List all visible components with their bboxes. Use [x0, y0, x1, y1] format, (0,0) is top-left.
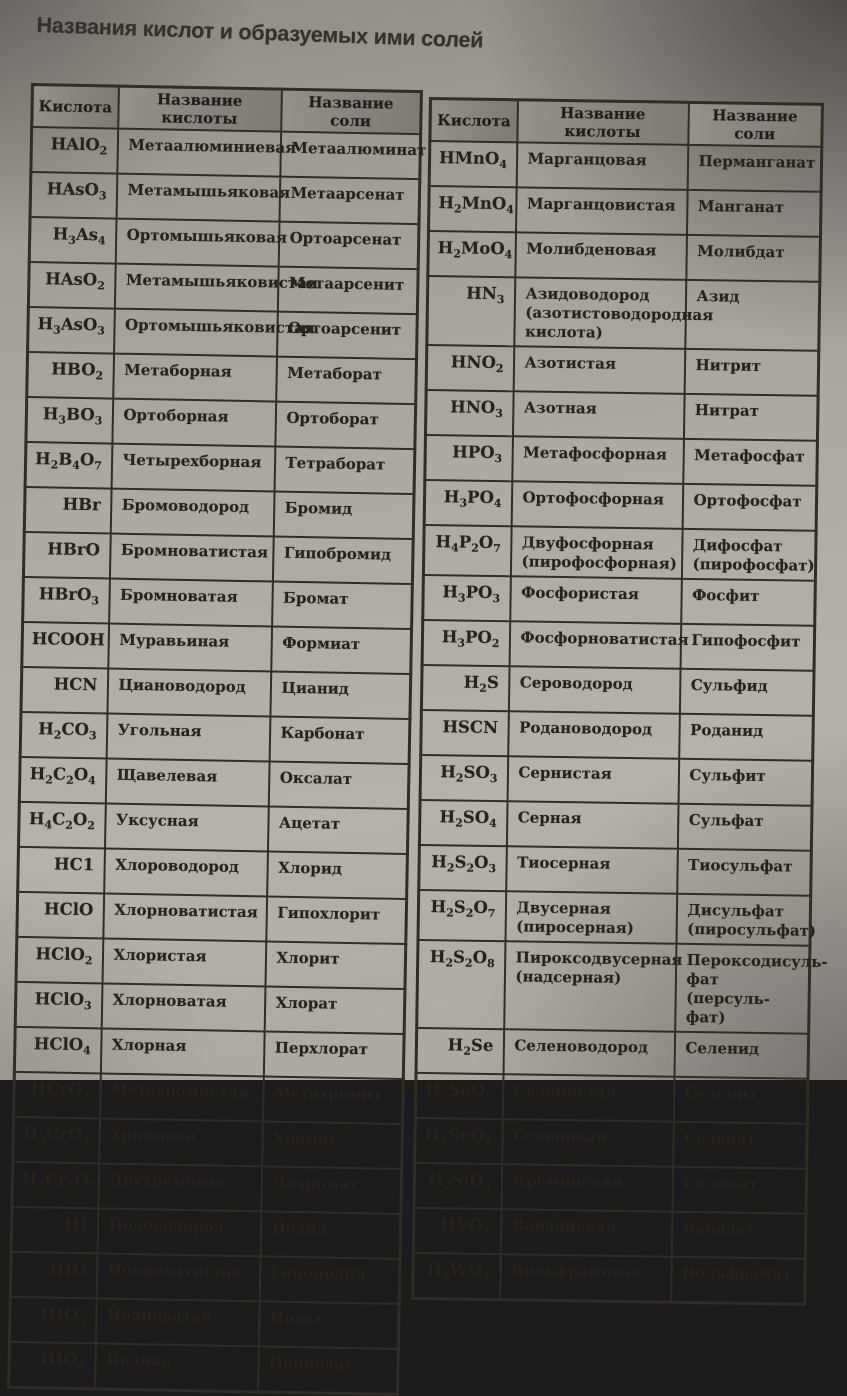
acid-formula-cell: $H_2MoO_4$	[428, 231, 516, 277]
acid-name-cell: Селеновая	[502, 1119, 674, 1167]
acid-name-cell: Пироксодвусерная (надсерная)	[504, 941, 676, 1032]
salt-name-cell: Селенид	[674, 1032, 809, 1079]
acid-formula-cell: $H_2Se$	[416, 1028, 504, 1074]
salt-name-cell: Карбонат	[269, 716, 410, 764]
table-row	[18, 847, 408, 899]
acid-formula-cell: HIO	[10, 1252, 97, 1299]
table-row	[21, 667, 411, 719]
salt-name-cell: Ортофосфат	[682, 484, 817, 531]
acid-name-cell: Метафосфорная	[512, 436, 684, 484]
acid-formula-cell: $H_4P_2O_7$	[423, 525, 511, 576]
acid-formula-cell: $H_2C_2O_4$	[19, 757, 106, 804]
acid-name-cell: Серная	[506, 801, 678, 849]
table-row	[425, 390, 818, 441]
acid-formula-cell: $H_3PO_2$	[422, 620, 510, 666]
acid-name-cell: Хлорноватистая	[103, 893, 267, 941]
column-header-acid-name: Название кислоты	[517, 100, 689, 145]
table-row	[13, 1117, 403, 1169]
table-row	[9, 1342, 399, 1395]
acid-name-cell: Двусерная (пиросерная)	[505, 891, 677, 944]
column-header-salt-name: Название соли	[688, 102, 823, 146]
table-row	[415, 1118, 808, 1169]
table-row	[25, 442, 415, 494]
table-row	[423, 575, 816, 626]
acid-name-cell: Селеноводород	[503, 1029, 675, 1077]
acid-name-cell: Бромноватистая	[109, 534, 273, 582]
salt-name-cell: Ортоарсенит	[277, 312, 418, 360]
table-row	[416, 1028, 809, 1079]
acid-formula-cell: $HBO_2$	[27, 352, 114, 399]
acid-formula-cell: HClO$_2$	[16, 937, 103, 984]
table-row	[415, 1073, 808, 1124]
acid-name-cell: Кремниевая	[501, 1164, 673, 1212]
acid-formula-cell: $H_2SeO_4$	[415, 1118, 503, 1164]
acid-formula-cell: $H_2SeO_3$	[415, 1073, 503, 1119]
salt-name-cell: Бромид	[273, 492, 414, 540]
acid-name-cell: Хромовая	[99, 1118, 263, 1166]
acid-formula-cell: $H_3AsO_3$	[28, 307, 115, 354]
salt-name-cell: Селенат	[673, 1122, 808, 1169]
table-row	[414, 1163, 807, 1214]
table-row	[18, 802, 408, 854]
acid-formula-cell: $H_2SO_4$	[419, 800, 507, 846]
salt-name-cell: Роданид	[679, 714, 814, 761]
salt-name-cell: Сульфид	[679, 669, 814, 716]
acid-name-cell: Ванадиевая	[500, 1209, 672, 1257]
acid-formula-cell: $H_2Cr_2O_7$	[12, 1162, 99, 1209]
acid-formula-cell: $H_2WO_4$	[413, 1253, 501, 1300]
acid-name-cell: Марганцовая	[516, 142, 688, 190]
column-header-acid: Кислота	[430, 99, 518, 143]
acid-formula-cell: $HN_3$	[427, 276, 515, 346]
salt-name-cell: Йодид	[260, 1211, 401, 1259]
acid-formula-cell: $H_3BO_3$	[26, 397, 113, 444]
acid-formula-cell: HMnO$_4$	[429, 141, 517, 187]
salt-name-cell: Перманганат	[687, 145, 822, 192]
acid-name-cell: Йодноватистая	[96, 1253, 260, 1301]
salt-name-cell: Пероксодисуль- фат (персуль- фат)	[675, 944, 810, 1034]
table-row	[15, 982, 405, 1034]
acid-name-cell: Ортоборная	[112, 399, 276, 447]
column-header-acid-name: Название кислоты	[118, 86, 282, 131]
table-row	[427, 276, 820, 351]
table-row	[11, 1207, 401, 1259]
acid-name-cell: Метамышьяковая	[116, 174, 280, 222]
salt-name-cell: Силикат	[672, 1167, 807, 1214]
table-row	[422, 620, 815, 671]
acid-name-cell: Фосфорноватистая	[509, 621, 681, 669]
acid-formula-cell: HBrO$_3$	[23, 577, 110, 624]
acid-name-cell: Бромоводород	[110, 489, 274, 537]
salt-name-cell: Хлорат	[264, 986, 405, 1034]
acid-formula-cell: $H_2SiO_3$	[414, 1163, 502, 1209]
acid-name-cell: Родановодород	[508, 711, 680, 759]
acid-formula-cell: $H_2CO_3$	[20, 712, 107, 759]
table-row	[20, 712, 410, 764]
header-row	[430, 99, 823, 147]
salt-name-cell: Метаборат	[276, 357, 417, 405]
acid-name-cell: Ортомышьяковистая	[114, 309, 278, 357]
acid-name-cell: Молибденовая	[515, 232, 687, 280]
acid-name-cell: Хлористая	[102, 938, 266, 986]
table-row	[31, 127, 421, 179]
salt-name-cell: Хлорид	[267, 851, 408, 899]
table-row	[28, 262, 418, 314]
salt-name-cell: Селенит	[673, 1077, 808, 1124]
salt-name-cell: Метаарсенат	[279, 177, 420, 225]
acid-formula-cell: $H_2MnO_4$	[429, 186, 517, 232]
acid-formula-cell: HAsO$_3$	[30, 172, 117, 219]
acid-name-cell: Метахромистая	[100, 1073, 264, 1121]
acid-formula-cell: HC1	[18, 847, 105, 894]
acids-salts-table-left	[7, 83, 427, 1396]
salt-name-cell: Нитрат	[683, 394, 818, 441]
table-row	[26, 397, 416, 449]
acid-name-cell: Хлорноватая	[101, 983, 265, 1031]
table-row	[9, 1297, 399, 1349]
acid-name-cell: Бромноватая	[109, 579, 273, 627]
table-row	[418, 890, 811, 946]
acid-formula-cell: $H_2B_4O_7$	[25, 442, 112, 489]
acid-name-cell: Йодноватая	[95, 1298, 259, 1346]
salt-name-cell: Дифосфат (пирофосфат)	[681, 529, 816, 581]
salt-name-cell: Метаалюминат	[280, 132, 421, 180]
table-row	[428, 231, 821, 282]
acid-formula-cell: $H_2SO_3$	[420, 755, 508, 801]
acid-formula-cell: $H_2S_2O_7$	[418, 890, 506, 941]
salt-name-cell: Гипофосфит	[680, 624, 815, 671]
table-row	[27, 352, 417, 404]
salt-name-cell: Оксалат	[268, 761, 409, 809]
salt-name-cell: Ортоборат	[275, 402, 416, 450]
acid-name-cell: Вольфрамовая	[500, 1254, 672, 1302]
acid-formula-cell: HAlO$_2$	[31, 127, 118, 174]
salt-name-cell: Хлорит	[265, 941, 406, 989]
acid-name-cell: Муравьиная	[108, 624, 272, 672]
table-row	[413, 1253, 806, 1304]
salt-name-cell: Гипохлорит	[266, 896, 407, 944]
salt-name-cell: Дисульфат (пиросульфат)	[676, 894, 811, 946]
table-row	[29, 217, 419, 269]
table-row	[22, 622, 412, 674]
column-header-acid: Кислота	[32, 85, 119, 129]
acid-name-cell: Азотная	[512, 391, 684, 439]
table-row	[426, 345, 819, 396]
salt-name-cell: Перхлорат	[263, 1031, 404, 1079]
acid-formula-cell: HCN	[21, 667, 108, 714]
acid-name-cell: Метаалюминиевая	[117, 129, 281, 177]
acid-formula-cell: $H_3PO_3$	[423, 575, 511, 621]
table-row	[12, 1162, 402, 1214]
table-row	[421, 710, 814, 761]
acid-name-cell: Ортофосфорная	[511, 481, 683, 529]
acid-name-cell: Сероводород	[508, 666, 680, 714]
table-row	[419, 845, 812, 896]
table-row	[421, 665, 814, 716]
acid-name-cell: Йодная	[95, 1343, 259, 1391]
acid-formula-cell: $H_2CrO_4$	[13, 1117, 100, 1164]
acid-name-cell: Хлороводород	[104, 848, 268, 896]
acid-formula-cell: HClO$_3$	[15, 982, 102, 1029]
acid-formula-cell: HBr	[24, 487, 111, 534]
table-row	[14, 1027, 404, 1079]
column-header-salt-name: Название соли	[281, 89, 422, 134]
salt-name-cell: Бромат	[272, 582, 413, 630]
acid-name-cell: Сернистая	[507, 756, 679, 804]
acid-formula-cell: $H_3As_4$	[29, 217, 116, 264]
salt-name-cell: Метаарсенит	[277, 267, 418, 315]
acids-salts-table-right	[411, 97, 828, 1306]
salt-name-cell: Сульфит	[678, 759, 813, 806]
acid-name-cell: Селенистая	[502, 1074, 674, 1122]
acid-formula-cell: HAsO$_2$	[28, 262, 115, 309]
salt-name-cell: Гипобромид	[272, 537, 413, 585]
acid-name-cell: Циановодород	[107, 669, 271, 717]
acid-name-cell: Ортомышьяковая	[115, 219, 279, 267]
salt-name-cell: Нитрит	[684, 349, 819, 396]
table-row	[429, 186, 822, 237]
salt-name-cell: Гипойодид	[259, 1256, 400, 1304]
salt-name-cell: Метахромит	[263, 1076, 404, 1124]
acid-formula-cell: HSCN	[421, 710, 509, 756]
salt-name-cell: Ацетат	[267, 806, 408, 854]
acid-name-cell: Двуфосфорная (пирофосфорная)	[510, 526, 682, 579]
acid-formula-cell: $HNO_3$	[425, 390, 513, 436]
table-row	[419, 800, 812, 851]
acid-name-cell: Азотистая	[513, 346, 685, 394]
acid-formula-cell: $HIO_4$	[9, 1342, 96, 1389]
acid-formula-cell: $HIO_3$	[9, 1297, 96, 1344]
acid-formula-cell: $H_2S_2O_8$	[417, 940, 505, 1029]
acid-name-cell: Щавелевая	[105, 758, 269, 806]
table-row	[14, 1072, 404, 1124]
acid-name-cell: Угольная	[106, 713, 270, 761]
acid-formula-cell: HClO	[17, 892, 104, 939]
acid-name-cell: Метаборная	[113, 354, 277, 402]
table-row	[420, 755, 813, 806]
salt-name-cell: Азид	[685, 280, 820, 351]
acid-name-cell: Хлорная	[100, 1028, 264, 1076]
table-row	[10, 1252, 400, 1304]
salt-name-cell: Фосфит	[681, 579, 816, 626]
table-row	[23, 532, 413, 584]
salt-name-cell: Периодат	[258, 1346, 399, 1394]
salt-name-cell: Формиат	[271, 626, 412, 674]
table-row	[429, 141, 822, 192]
salt-name-cell: Йодат	[258, 1301, 399, 1349]
salt-name-cell: Ортоарсенат	[278, 222, 419, 270]
acid-name-cell: Фосфористая	[510, 576, 682, 624]
acid-name-cell: Йодоводород	[97, 1208, 261, 1256]
table-row	[28, 307, 418, 359]
acid-formula-cell: HBrO	[23, 532, 110, 579]
acid-formula-cell: HClO$_4$	[14, 1027, 101, 1074]
acid-name-cell: Тиосерная	[506, 846, 678, 894]
acid-formula-cell: $H_4C_2O_2$	[18, 802, 105, 849]
salt-name-cell: Вольфрамат	[671, 1257, 806, 1304]
salt-name-cell: Тетраборат	[274, 447, 415, 495]
acid-formula-cell: HCOOH	[22, 622, 109, 669]
acid-formula-cell: HI	[11, 1207, 98, 1254]
salt-name-cell: Хромат	[262, 1121, 403, 1169]
salt-name-cell: Сульфат	[677, 804, 812, 851]
acid-name-cell: Уксусная	[104, 803, 268, 851]
header-row	[32, 85, 422, 135]
salt-name-cell: Манганат	[686, 190, 821, 237]
table-row	[24, 487, 414, 539]
acid-name-cell: Азидоводород (азотистоводородная кислота)	[514, 277, 686, 349]
table-row	[17, 892, 407, 944]
table-row	[19, 757, 409, 809]
acid-name-cell: Метамышьяковистая	[114, 264, 278, 312]
salt-name-cell: Молибдат	[686, 235, 821, 282]
salt-name-cell: Тиосульфат	[677, 849, 812, 896]
table-row	[16, 937, 406, 989]
acid-name-cell: Двухромовая	[98, 1163, 262, 1211]
table-row	[423, 525, 816, 581]
acid-formula-cell: $HNO_2$	[426, 345, 514, 391]
salt-name-cell: Цианид	[270, 671, 411, 719]
acid-formula-cell: $HPO_3$	[425, 435, 513, 481]
acid-formula-cell: $HVO_3$	[413, 1208, 501, 1254]
page-title: Названия кислот и образуемых ими солей	[36, 13, 484, 53]
table-row	[413, 1208, 806, 1259]
table-row	[417, 940, 810, 1034]
acid-formula-cell: $H_2S_2O_3$	[419, 845, 507, 891]
salt-name-cell: Метафосфат	[683, 439, 818, 486]
acid-formula-cell: HCrO$_2$	[14, 1072, 101, 1119]
table-row	[425, 435, 818, 486]
table-row	[424, 480, 817, 531]
salt-name-cell: Ванадат	[671, 1212, 806, 1259]
table-row	[23, 577, 413, 629]
acid-formula-cell: $H_3PO_4$	[424, 480, 512, 526]
acid-formula-cell: $H_2S$	[421, 665, 509, 711]
acid-name-cell: Марганцовистая	[516, 187, 688, 235]
salt-name-cell: Дихромат	[261, 1166, 402, 1214]
table-row	[30, 172, 420, 224]
acid-name-cell: Четырехборная	[111, 444, 275, 492]
